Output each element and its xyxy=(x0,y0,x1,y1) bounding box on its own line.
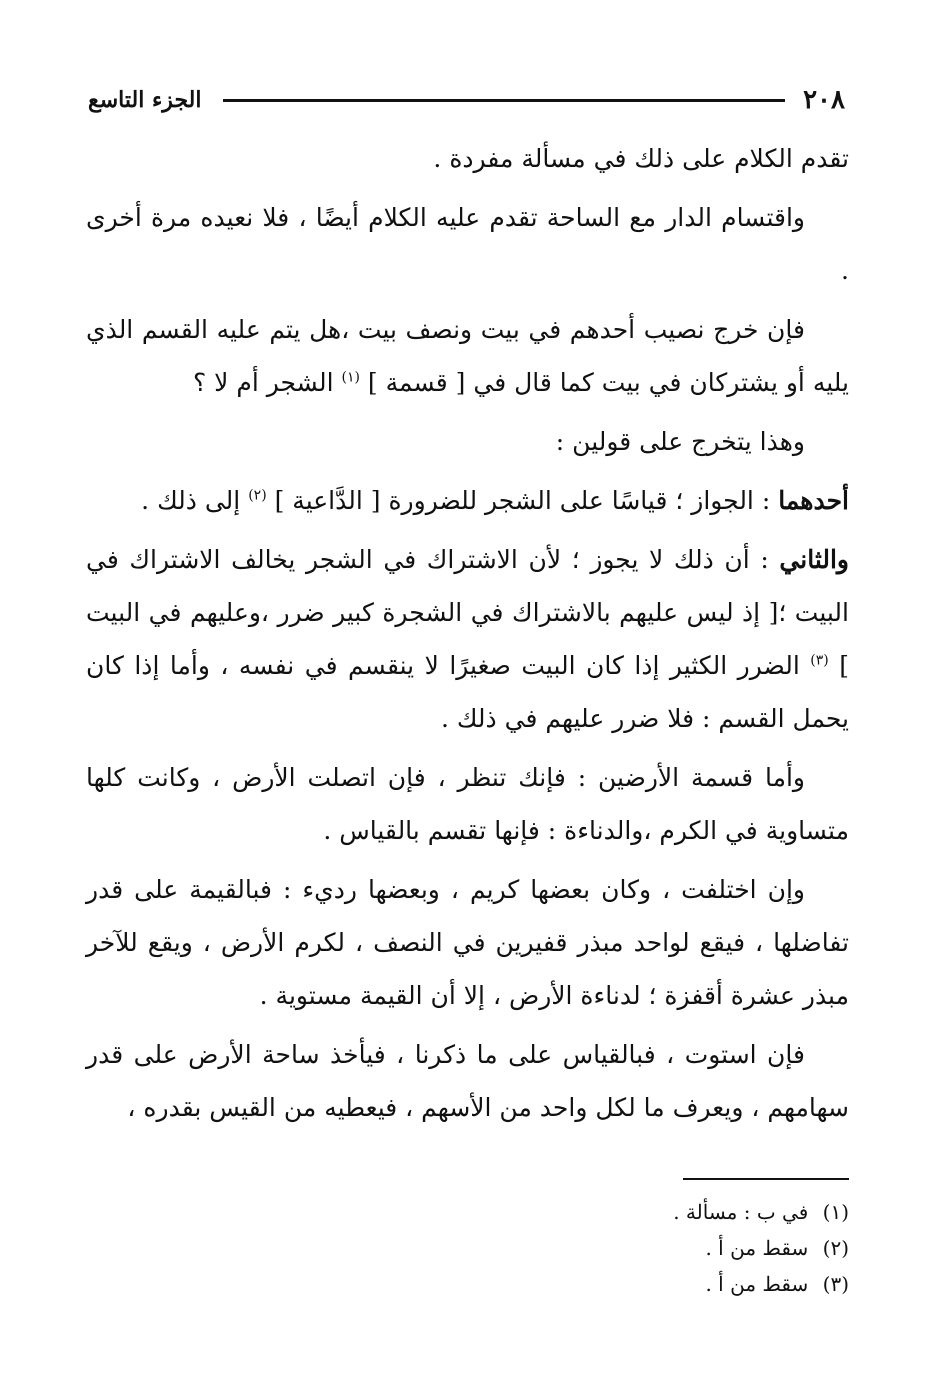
paragraph-2 xyxy=(86,191,849,297)
page-number: ٢٠٨ xyxy=(803,85,845,115)
footnote-3 xyxy=(86,1266,849,1302)
header-rule xyxy=(223,99,785,102)
paragraph-4 xyxy=(86,415,849,468)
paragraph-3 xyxy=(86,303,849,409)
paragraph-5 xyxy=(86,474,849,527)
paragraph-text: فإن خرج نصيب أحدهم في بيت ونصف بيت ،هل يتم عليه القسم الذي يليه أو يشتركان في بيت كما قال في [ قسمة ] xyxy=(86,315,849,397)
footnote-ref-3[interactable]: (٣) xyxy=(810,652,829,669)
footnote-number: (٢) xyxy=(822,1236,849,1260)
paragraph-text: : الجواز ؛ قياسًا على الشجر للضرورة [ الدَّاعية ] xyxy=(274,486,771,515)
footnote-number: (١) xyxy=(822,1200,849,1224)
footnote-text: سقط من أ . xyxy=(705,1272,809,1296)
paragraph-text: : أن ذلك لا يجوز ؛ لأن الاشتراك في الشجر يخالف الاشتراك في البيت ؛[ إذ ليس عليهم بالاشتراك في الشجرة كبير ضرر ،وعليهم في البيت ] xyxy=(86,545,849,680)
paragraph-text: تقدم الكلام على ذلك في مسألة مفردة . xyxy=(433,144,849,173)
paragraph-6 xyxy=(86,533,849,745)
paragraph-text: وإن اختلفت ، وكان بعضها كريم ، وبعضها رديء : فبالقيمة على قدر تفاضلها ، فيقع لواحد مبذر قفيرين في النصف ، لكرم الأرض ، ويقع للآخر مبذر عشرة أقفزة ؛ لدناءة الأرض ، إلا أن القيمة مستوية . xyxy=(86,875,849,1010)
paragraph-lead: والثاني xyxy=(779,545,849,574)
footnote-text: سقط من أ . xyxy=(705,1236,809,1260)
footnote-ref-1[interactable]: (١) xyxy=(341,369,360,386)
paragraph-text: وهذا يتخرج على قولين : xyxy=(555,427,805,456)
paragraph-1 xyxy=(86,132,849,185)
paragraph-text: وأما قسمة الأرضين : فإنك تنظر ، فإن اتصلت الأرض ، وكانت كلها متساوية في الكرم ،والدناءة : فإنها تقسم بالقياس . xyxy=(86,763,849,845)
paragraph-8 xyxy=(86,863,849,1022)
footnote-ref-2[interactable]: (٢) xyxy=(248,487,267,504)
paragraph-text: إلى ذلك . xyxy=(141,486,241,515)
paragraph-text: الشجر أم لا ؟ xyxy=(192,368,334,397)
footnote-rule xyxy=(683,1178,849,1180)
footnote-text: في ب : مسألة . xyxy=(673,1200,809,1224)
paragraph-7 xyxy=(86,751,849,857)
footnote-number: (٣) xyxy=(822,1272,849,1296)
paragraph-text: واقتسام الدار مع الساحة تقدم عليه الكلام أيضًا ، فلا نعيده مرة أخرى . xyxy=(86,203,849,285)
paragraph-lead: أحدهما xyxy=(778,486,849,515)
footnotes xyxy=(86,1194,849,1302)
paragraph-9 xyxy=(86,1028,849,1134)
running-title: الجزء التاسع xyxy=(88,87,202,113)
footnote-2 xyxy=(86,1230,849,1266)
main-text xyxy=(86,132,849,1140)
paragraph-text: فإن استوت ، فبالقياس على ما ذكرنا ، فيأخذ ساحة الأرض على قدر سهامهم ، ويعرف ما لكل واحد من الأسهم ، فيعطيه من القيس بقدره ، xyxy=(86,1040,849,1122)
footnote-1 xyxy=(86,1194,849,1230)
page-header xyxy=(88,80,845,120)
paragraph-text: الضرر الكثير إذا كان البيت صغيرًا لا ينقسم في نفسه ، وأما إذا كان يحمل القسم : فلا ضرر عليهم في ذلك . xyxy=(86,651,849,733)
